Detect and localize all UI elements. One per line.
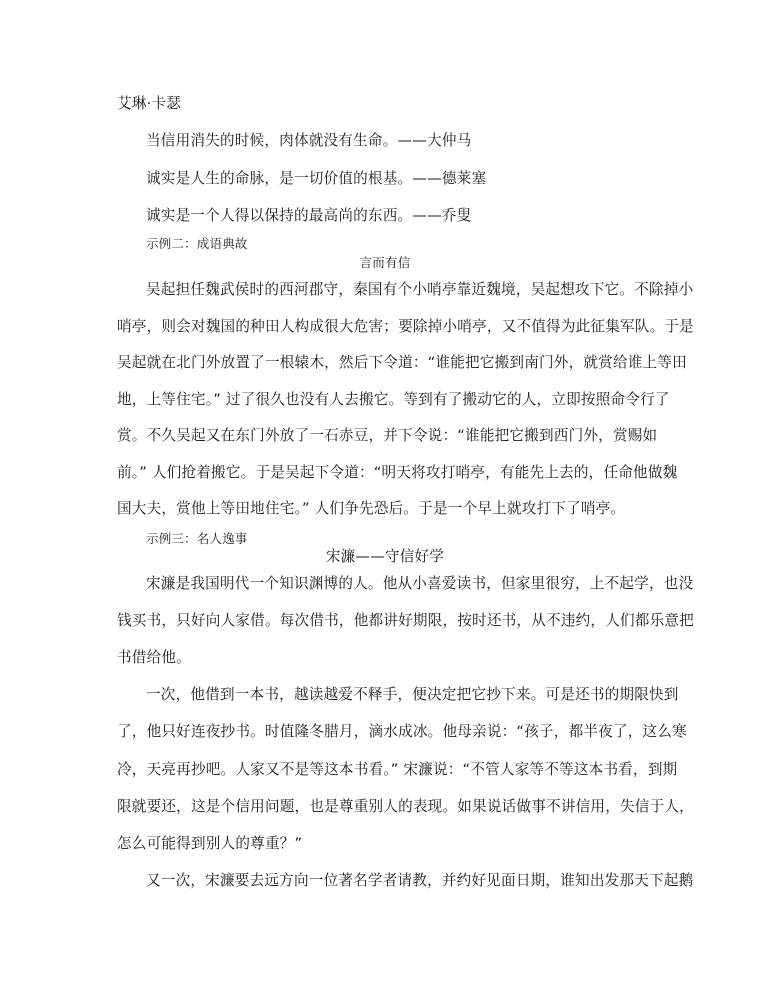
paragraph-line: 钱买书，只好向人家借。每次借书，他都讲好期限，按时还书，从不违约，人们都乐意把 (117, 612, 694, 629)
quote-line: 当信用消失的时候，肉体就没有生命。——大仲马 (146, 132, 472, 149)
paragraph-line: 吴起就在北门外放置了一根辕木，然后下令道：“谁能把它搬到南门外，就赏给谁上等田 (117, 354, 687, 371)
quote-line: 诚实是人生的命脉，是一切价值的根基。——德莱塞 (146, 170, 487, 187)
paragraph-line: 前。” 人们抢着搬它。于是吴起下令道：“明天将攻打哨亭，有能先上去的，任命他做魏 (117, 464, 678, 481)
paragraph-line: 哨亭，则会对魏国的种田人构成很大危害；要除掉小哨亭，又不值得为此征集军队。于是 (117, 318, 694, 335)
section-heading: 示例三：名人逸事 (146, 531, 248, 546)
section-title: 宋濂——守信好学 (325, 548, 445, 565)
section-heading: 示例二：成语典故 (146, 236, 248, 251)
paragraph-line: 吴起担任魏武侯时的西河郡守，秦国有个小哨亭靠近魏境，吴起想攻下它。不除掉小 (146, 281, 694, 298)
paragraph-line: 了，他只好连夜抄书。时值隆冬腊月，滴水成冰。他母亲说：“孩子，都半夜了，这么寒 (117, 723, 687, 740)
paragraph-line: 书借给他。 (117, 649, 191, 666)
section-title: 言而有信 (359, 255, 411, 270)
paragraph-line: 冷，天亮再抄吧。人家又不是等这本书看。” 宋濂说：“不管人家等不等这本书看，到期 (117, 761, 678, 778)
paragraph-line: 限就要还，这是个信用问题，也是尊重别人的表现。如果说话做事不讲信用，失信于人， (117, 798, 694, 815)
paragraph-line: 宋濂是我国明代一个知识渊博的人。他从小喜爱读书，但家里很穷，上不起学，也没 (146, 575, 694, 592)
paragraph-line: 又一次，宋濂要去远方向一位著名学者请教，并约好见面日期，谁知出发那天下起鹅 (146, 872, 694, 889)
quote-line: 诚实是一个人得以保持的最高尚的东西。——乔叟 (146, 207, 472, 224)
paragraph-line: 一次，他借到一本书，越读越爱不释手，便决定把它抄下来。可是还书的期限快到 (146, 686, 679, 703)
paragraph-line: 国大夫，赏他上等田地住宅。” 人们争先恐后。于是一个早上就攻打下了哨亭。 (117, 500, 626, 517)
paragraph-line: 怎么可能得到别人的尊重？” (117, 835, 303, 852)
paragraph-line: 赏。不久吴起又在东门外放了一石赤豆，并下令说：“谁能把它搬到西门外，赏赐如 (117, 427, 658, 444)
quote-author: 艾琳·卡瑟 (117, 95, 182, 112)
paragraph-line: 地，上等住宅。” 过了很久也没有人去搬它。等到有了搬动它的人，立即按照命令行了 (117, 391, 670, 408)
